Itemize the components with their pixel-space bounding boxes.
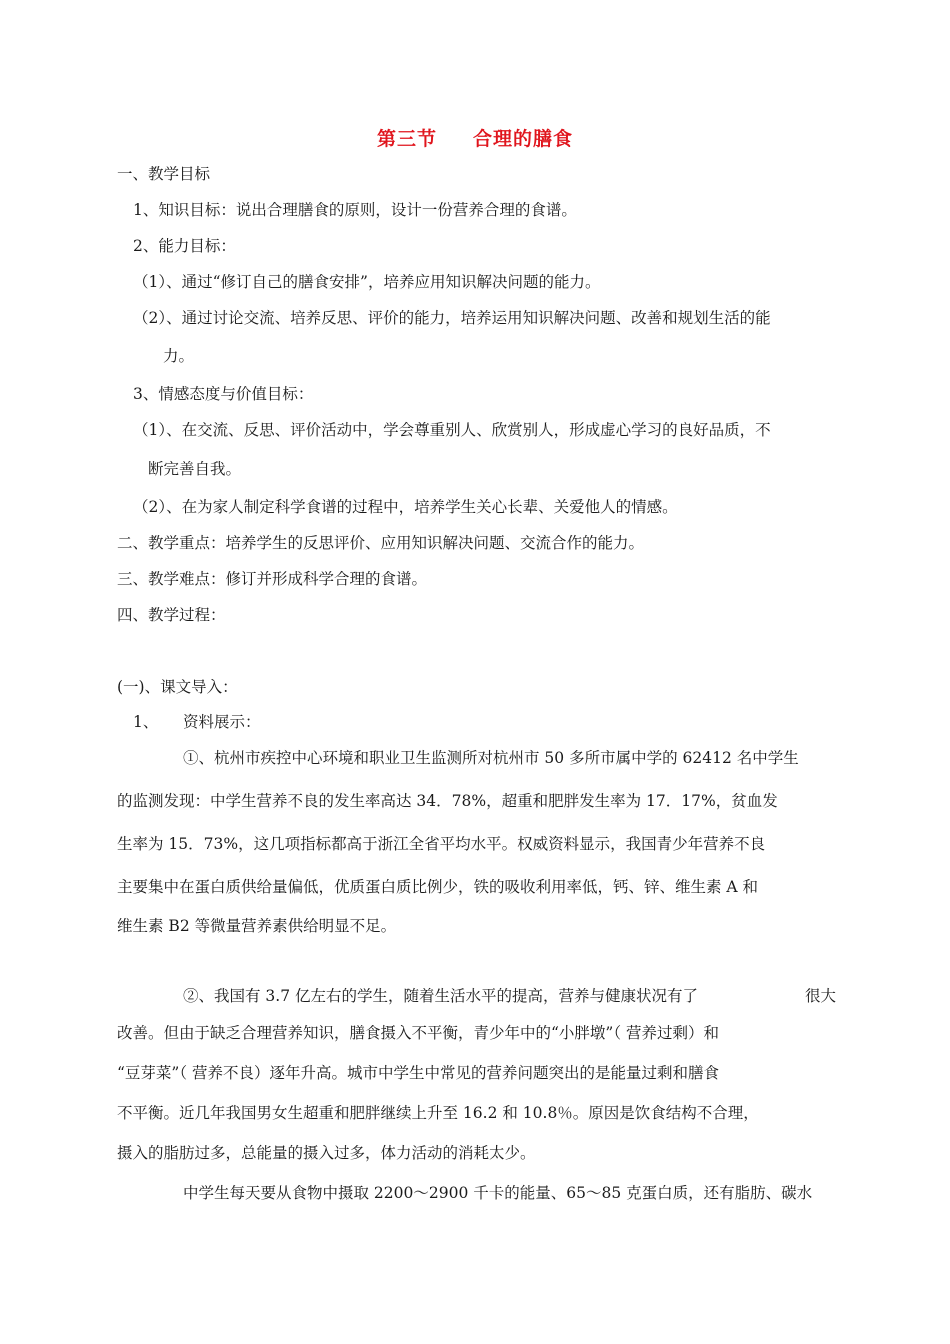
emotion-item-2: （2）、在为家人制定科学食谱的过程中，培养学生关心长辈、关爱他人的情感。 bbox=[133, 498, 678, 516]
page-title bbox=[0, 124, 950, 151]
ability-heading: 2、能力目标： bbox=[133, 237, 236, 255]
goals-heading: 一、教学目标 bbox=[117, 165, 211, 183]
ability-item-2-line1: （2）、通过讨论交流、培养反思、评价的能力，培养运用知识解决问题、改善和规划生活的能 bbox=[133, 309, 771, 327]
material-1-line-1: ①、杭州市疾控中心环境和职业卫生监测所对杭州市 50 多所市属中学的 62412 名中学生 bbox=[183, 749, 799, 767]
title-topic: 合理的膳食 bbox=[473, 128, 574, 150]
material-1-line-4: 主要集中在蛋白质供给量偏低，优质蛋白质比例少，铁的吸收利用率低，钙、锌、维生素 A 和 bbox=[117, 878, 759, 896]
key-point: 二、教学重点：培养学生的反思评价、应用知识解决问题、交流合作的能力。 bbox=[117, 534, 645, 552]
emotion-item-1-line2: 断完善自我。 bbox=[148, 460, 242, 478]
ability-item-1: （1）、通过“修订自己的膳食安排”，培养应用知识解决问题的能力。 bbox=[133, 273, 601, 291]
material-2-line-1: ②、我国有 3.7 亿左右的学生，随着生活水平的提高，营养与健康状况有了 bbox=[183, 987, 699, 1005]
difficulty: 三、教学难点：修订并形成科学合理的食谱。 bbox=[117, 570, 428, 588]
material-2-line-4: 不平衡。近几年我国男女生超重和肥胖继续上升至 16.2 和 10.8％。原因是饮食结构不合理， bbox=[117, 1104, 759, 1122]
knowledge-goal: 1、知识目标：说出合理膳食的原则，设计一份营养合理的食谱。 bbox=[133, 201, 577, 219]
emotion-heading: 3、情感态度与价值目标： bbox=[133, 385, 314, 403]
material-2-line-5: 摄入的脂肪过多，总能量的摄入过多，体力活动的消耗太少。 bbox=[117, 1144, 536, 1162]
intro-heading: (一)、课文导入： bbox=[117, 678, 238, 696]
title-section-number: 第三节 bbox=[376, 128, 437, 150]
ability-item-2-line2: 力。 bbox=[163, 347, 195, 365]
process-heading: 四、教学过程： bbox=[117, 606, 226, 624]
emotion-item-1-line1: （1）、在交流、反思、评价活动中，学会尊重别人、欣赏别人，形成虚心学习的良好品质，不 bbox=[133, 421, 771, 439]
material-1-line-5: 维生素 B2 等微量营养素供给明显不足。 bbox=[117, 917, 397, 935]
daily-intake-line: 中学生每天要从食物中摄取 2200～2900 千卡的能量、65～85 克蛋白质，还有脂肪、碳水 bbox=[183, 1184, 813, 1202]
material-1-line-3: 生率为 15．73%，这几项指标都高于浙江全省平均水平。权威资料显示，我国青少年营养不良 bbox=[117, 835, 766, 853]
material-1-line-2: 的监测发现：中学生营养不良的发生率高达 34．78%，超重和肥胖发生率为 17．17%，贫血发 bbox=[117, 792, 778, 810]
material-2-line-3: “豆芽菜”（ 营养不良）逐年升高。城市中学生中常见的营养问题突出的是能量过剩和膳食 bbox=[117, 1064, 720, 1082]
material-2-line-1-end: 很大 bbox=[805, 987, 837, 1005]
intro-item-number: 1、 bbox=[133, 713, 159, 731]
material-2-line-2: 改善。但由于缺乏合理营养知识，膳食摄入不平衡，青少年中的“小胖墩”（ 营养过剩）和 bbox=[117, 1024, 720, 1042]
intro-item-label: 资料展示： bbox=[183, 713, 261, 731]
